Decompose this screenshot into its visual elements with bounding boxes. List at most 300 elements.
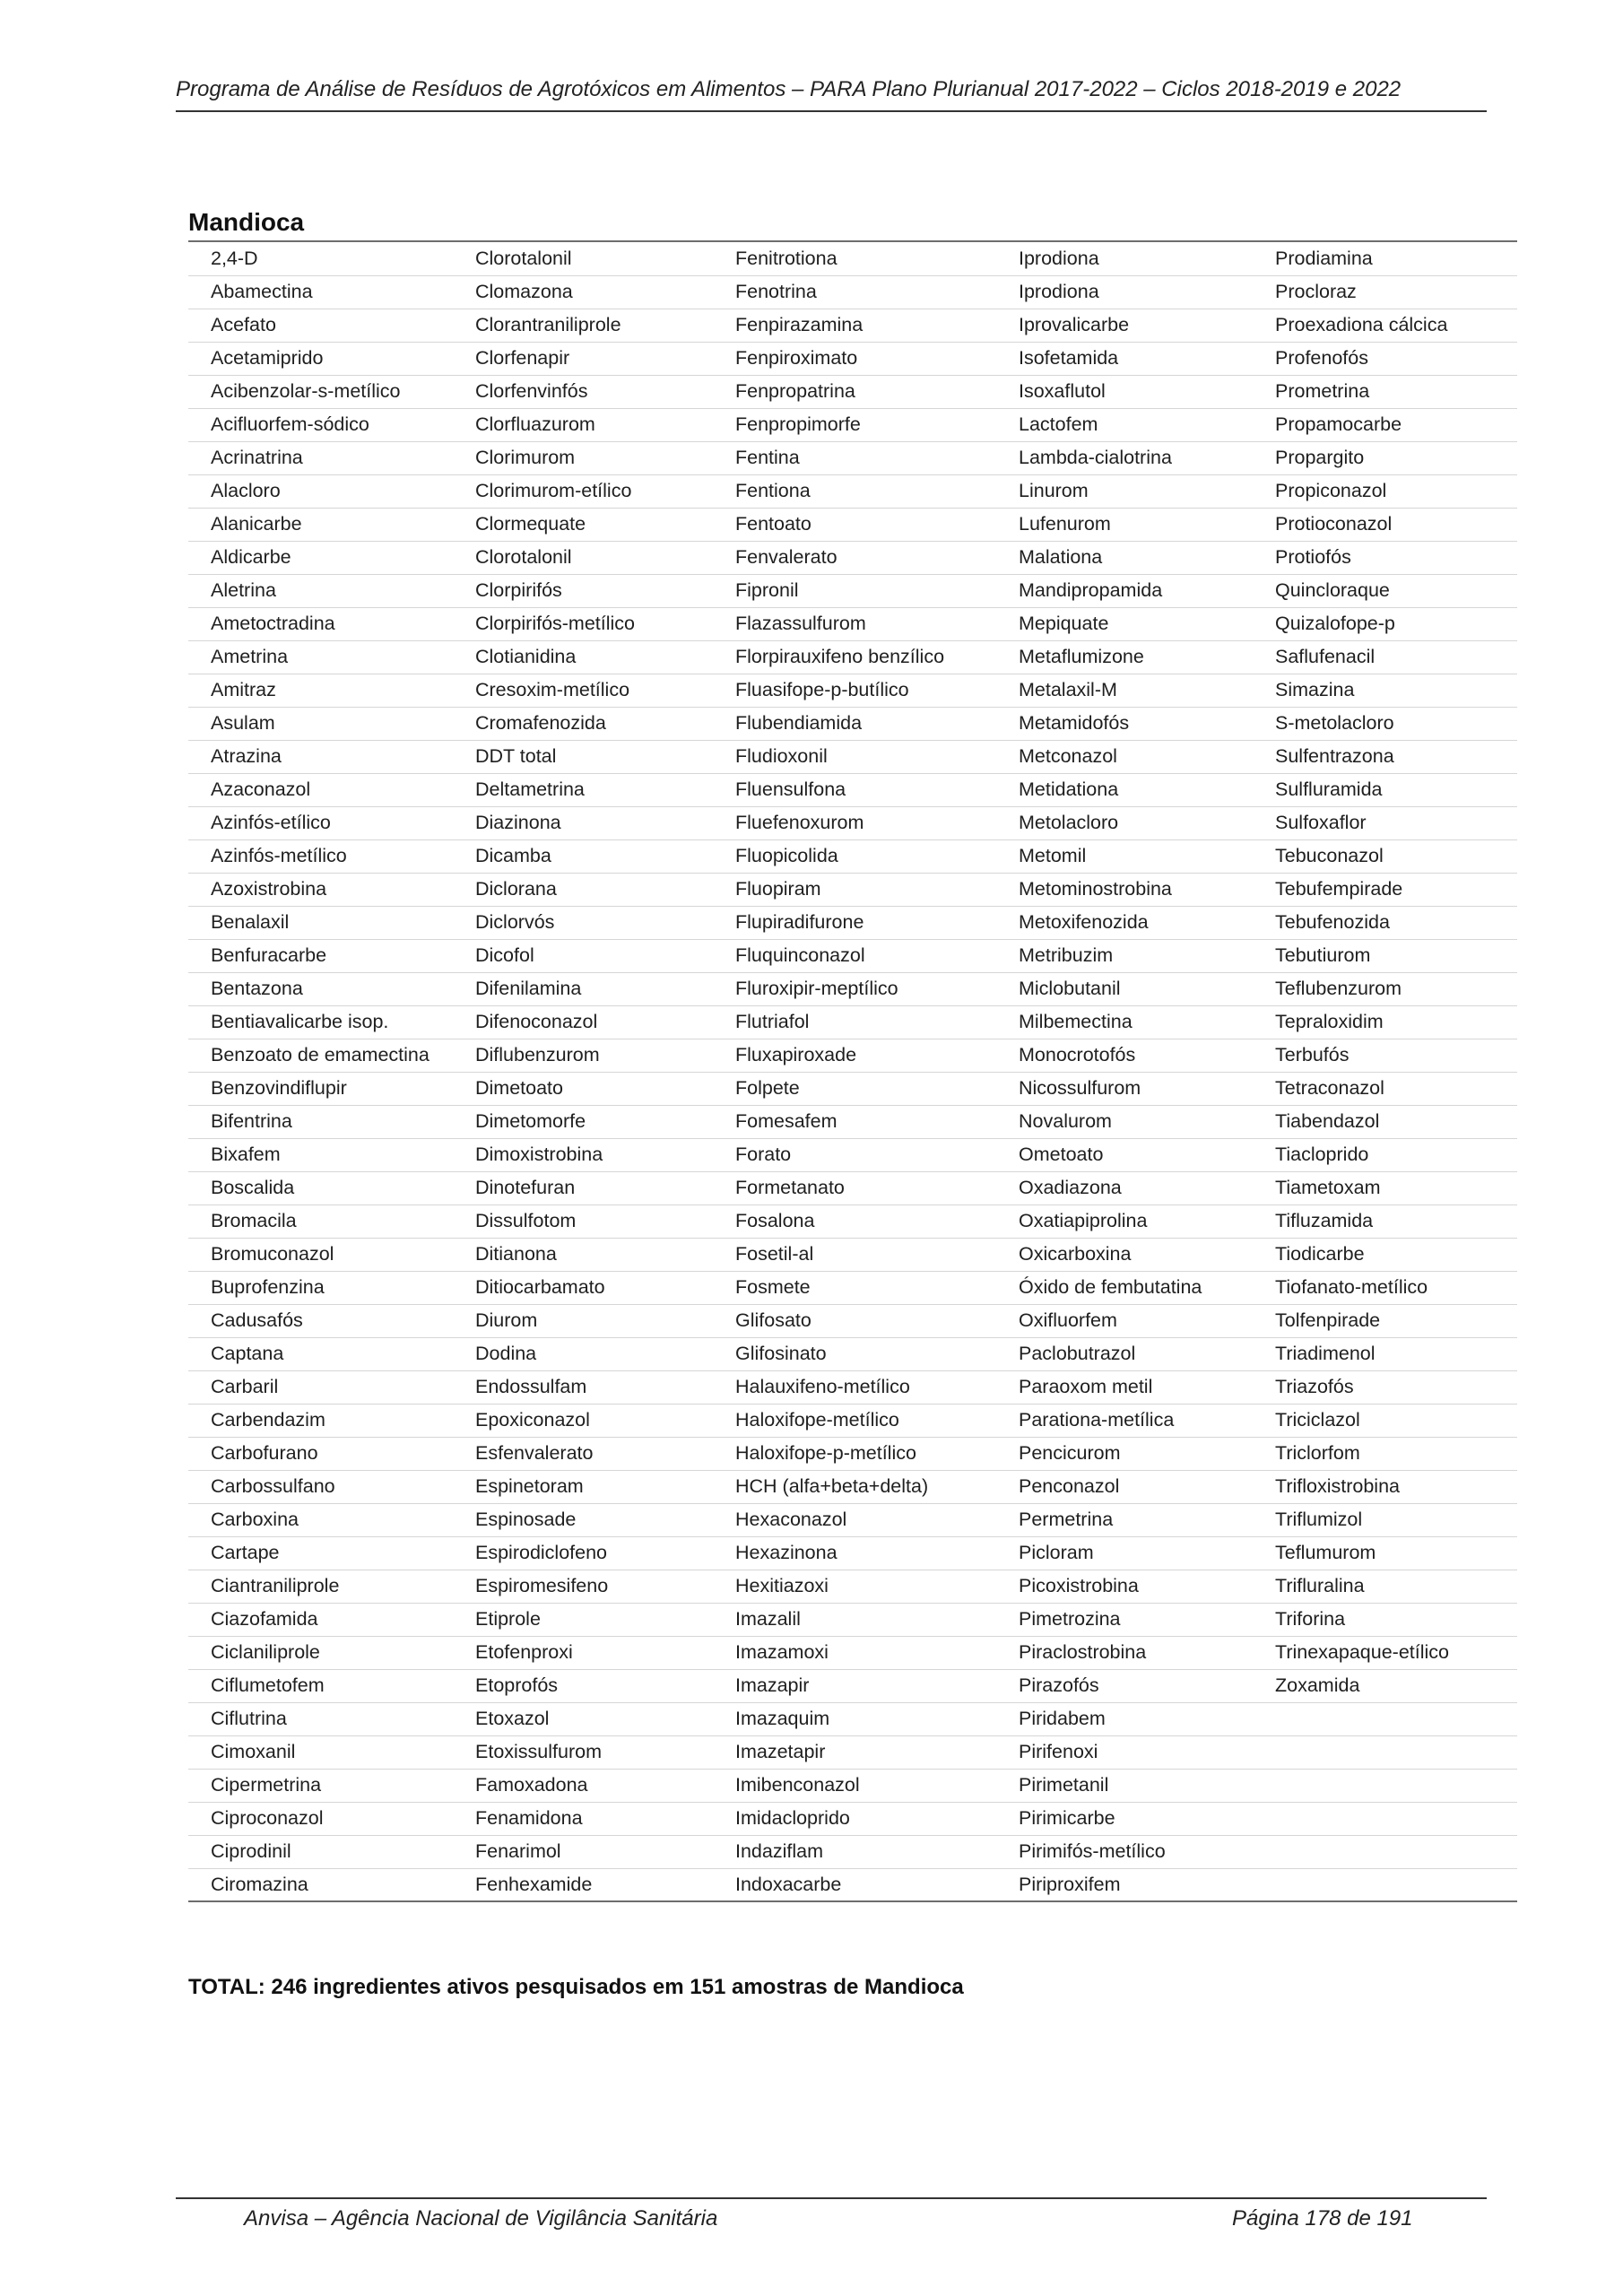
table-row bbox=[188, 740, 1517, 773]
ingredient-cell: Clorpirifós bbox=[453, 574, 713, 607]
ingredient-cell: Etiprole bbox=[453, 1603, 713, 1636]
ingredient-cell: Folpete bbox=[713, 1072, 996, 1105]
ingredient-cell: Propiconazol bbox=[1253, 474, 1517, 508]
ingredient-cell: Clorotalonil bbox=[453, 242, 713, 275]
table-row bbox=[188, 640, 1517, 674]
ingredient-cell: Indaziflam bbox=[713, 1835, 996, 1868]
ingredient-cell: Flupiradifurone bbox=[713, 906, 996, 939]
ingredient-cell: Imazaquim bbox=[713, 1702, 996, 1735]
ingredient-cell: Oxicarboxina bbox=[996, 1238, 1253, 1271]
ingredient-cell: Clorantraniliprole bbox=[453, 309, 713, 342]
page-header: Programa de Análise de Resíduos de Agrotóxicos em Alimentos – PARA Plano Plurianual 2017-2022 – Ciclos 2018-2019 e 2022 bbox=[176, 77, 1402, 101]
table-row bbox=[188, 375, 1517, 408]
ingredient-cell: Tiofanato-metílico bbox=[1253, 1271, 1517, 1304]
ingredients-table-body bbox=[188, 242, 1517, 1901]
ingredient-cell: Fluroxipir-meptílico bbox=[713, 972, 996, 1005]
ingredient-cell: Metaflumizone bbox=[996, 640, 1253, 674]
ingredient-cell: Triforina bbox=[1253, 1603, 1517, 1636]
ingredient-cell: Clorimurom-etílico bbox=[453, 474, 713, 508]
table-row bbox=[188, 839, 1517, 873]
ingredient-cell: Clorpirifós-metílico bbox=[453, 607, 713, 640]
ingredient-cell: Flutriafol bbox=[713, 1005, 996, 1039]
table-row bbox=[188, 508, 1517, 541]
ingredient-cell: Fipronil bbox=[713, 574, 996, 607]
ingredient-cell: Carboxina bbox=[188, 1503, 453, 1536]
table-row bbox=[188, 972, 1517, 1005]
table-row bbox=[188, 1636, 1517, 1669]
ingredient-cell: Florpirauxifeno benzílico bbox=[713, 640, 996, 674]
table-row bbox=[188, 1072, 1517, 1105]
ingredient-cell: Diurom bbox=[453, 1304, 713, 1337]
ingredient-cell: Prodiamina bbox=[1253, 242, 1517, 275]
ingredient-cell: Cartape bbox=[188, 1536, 453, 1570]
table-row bbox=[188, 1205, 1517, 1238]
ingredient-cell: Boscalida bbox=[188, 1171, 453, 1205]
ingredient-cell: Acifluorfem-sódico bbox=[188, 408, 453, 441]
ingredient-cell: Fluefenoxurom bbox=[713, 806, 996, 839]
ingredient-cell: Metoxifenozida bbox=[996, 906, 1253, 939]
table-row bbox=[188, 1735, 1517, 1769]
ingredient-cell: Espinosade bbox=[453, 1503, 713, 1536]
ingredient-cell: Oxadiazona bbox=[996, 1171, 1253, 1205]
ingredient-cell: Hexazinona bbox=[713, 1536, 996, 1570]
ingredient-cell: Epoxiconazol bbox=[453, 1404, 713, 1437]
ingredient-cell: Pirazofós bbox=[996, 1669, 1253, 1702]
ingredient-cell: Etofenproxi bbox=[453, 1636, 713, 1669]
ingredient-cell: Tebufenozida bbox=[1253, 906, 1517, 939]
ingredient-cell: Triciclazol bbox=[1253, 1404, 1517, 1437]
ingredient-cell: Etoxazol bbox=[453, 1702, 713, 1735]
footer-agency: Anvisa – Agência Nacional de Vigilância Sanitária bbox=[244, 2206, 718, 2231]
ingredient-cell: Cipermetrina bbox=[188, 1769, 453, 1802]
ingredient-cell: Ciproconazol bbox=[188, 1802, 453, 1835]
ingredient-cell: Fenpirazamina bbox=[713, 309, 996, 342]
ingredient-cell: Haloxifope-metílico bbox=[713, 1404, 996, 1437]
ingredient-cell: Metamidofós bbox=[996, 707, 1253, 740]
ingredient-cell: Fluopicolida bbox=[713, 839, 996, 873]
table-row bbox=[188, 607, 1517, 640]
ingredient-cell: Tebuconazol bbox=[1253, 839, 1517, 873]
ingredient-cell: Lufenurom bbox=[996, 508, 1253, 541]
ingredient-cell: Pencicurom bbox=[996, 1437, 1253, 1470]
ingredient-cell: Halauxifeno-metílico bbox=[713, 1370, 996, 1404]
ingredient-cell: Iprodiona bbox=[996, 275, 1253, 309]
ingredient-cell: Ametoctradina bbox=[188, 607, 453, 640]
ingredient-cell: Teflumurom bbox=[1253, 1536, 1517, 1570]
ingredient-cell: Pirimicarbe bbox=[996, 1802, 1253, 1835]
ingredient-cell: Picloram bbox=[996, 1536, 1253, 1570]
ingredient-cell: Alanicarbe bbox=[188, 508, 453, 541]
ingredient-cell: Aletrina bbox=[188, 574, 453, 607]
table-row bbox=[188, 939, 1517, 972]
table-row bbox=[188, 309, 1517, 342]
total-summary: TOTAL: 246 ingredientes ativos pesquisados em 151 amostras de Mandioca bbox=[188, 1975, 964, 1999]
ingredient-cell: Tiodicarbe bbox=[1253, 1238, 1517, 1271]
ingredient-cell: Ditiocarbamato bbox=[453, 1271, 713, 1304]
ingredient-cell: Fosetil-al bbox=[713, 1238, 996, 1271]
ingredient-cell: Captana bbox=[188, 1337, 453, 1370]
ingredient-cell: Tiabendazol bbox=[1253, 1105, 1517, 1138]
ingredient-cell: Metconazol bbox=[996, 740, 1253, 773]
table-row bbox=[188, 1238, 1517, 1271]
table-row bbox=[188, 1835, 1517, 1868]
ingredient-cell: Flubendiamida bbox=[713, 707, 996, 740]
table-row bbox=[188, 474, 1517, 508]
ingredient-cell: Carbendazim bbox=[188, 1404, 453, 1437]
table-row bbox=[188, 1802, 1517, 1835]
ingredient-cell bbox=[1253, 1835, 1517, 1868]
table-row bbox=[188, 1603, 1517, 1636]
ingredient-cell: Fludioxonil bbox=[713, 740, 996, 773]
ingredient-cell: Clormequate bbox=[453, 508, 713, 541]
ingredient-cell: Triflumizol bbox=[1253, 1503, 1517, 1536]
table-row bbox=[188, 1669, 1517, 1702]
ingredient-cell: Ciclaniliprole bbox=[188, 1636, 453, 1669]
ingredient-cell: Cromafenozida bbox=[453, 707, 713, 740]
ingredient-cell: Diclorvós bbox=[453, 906, 713, 939]
ingredient-cell: Haloxifope-p-metílico bbox=[713, 1437, 996, 1470]
ingredient-cell: Permetrina bbox=[996, 1503, 1253, 1536]
ingredient-cell: Dissulfotom bbox=[453, 1205, 713, 1238]
ingredient-cell: Fenpiroximato bbox=[713, 342, 996, 375]
ingredient-cell: Imazetapir bbox=[713, 1735, 996, 1769]
table-row bbox=[188, 1138, 1517, 1171]
ingredient-cell: Picoxistrobina bbox=[996, 1570, 1253, 1603]
ingredient-cell: Oxifluorfem bbox=[996, 1304, 1253, 1337]
table-row bbox=[188, 1769, 1517, 1802]
ingredient-cell: Glifosato bbox=[713, 1304, 996, 1337]
ingredient-cell: Mandipropamida bbox=[996, 574, 1253, 607]
ingredient-cell: Espiromesifeno bbox=[453, 1570, 713, 1603]
ingredient-cell: DDT total bbox=[453, 740, 713, 773]
ingredient-cell: Quizalofope-p bbox=[1253, 607, 1517, 640]
ingredient-cell: Ciazofamida bbox=[188, 1603, 453, 1636]
ingredient-cell: Trifluralina bbox=[1253, 1570, 1517, 1603]
ingredient-cell: Lambda-cialotrina bbox=[996, 441, 1253, 474]
ingredient-cell: Trinexapaque-etílico bbox=[1253, 1636, 1517, 1669]
ingredient-cell: Etoxissulfurom bbox=[453, 1735, 713, 1769]
ingredient-cell: Ditianona bbox=[453, 1238, 713, 1271]
ingredient-cell: Fosalona bbox=[713, 1205, 996, 1238]
ingredient-cell: Oxatiapiprolina bbox=[996, 1205, 1253, 1238]
ingredient-cell: Metidationa bbox=[996, 773, 1253, 806]
ingredient-cell: Mepiquate bbox=[996, 607, 1253, 640]
ingredient-cell: Formetanato bbox=[713, 1171, 996, 1205]
ingredient-cell: Fentiona bbox=[713, 474, 996, 508]
ingredient-cell: Clorfluazurom bbox=[453, 408, 713, 441]
ingredient-cell: Fosmete bbox=[713, 1271, 996, 1304]
table-row bbox=[188, 441, 1517, 474]
table-row bbox=[188, 1039, 1517, 1072]
ingredient-cell: Ciflutrina bbox=[188, 1702, 453, 1735]
table-row bbox=[188, 1005, 1517, 1039]
ingredient-cell: Isoxaflutol bbox=[996, 375, 1253, 408]
ingredient-cell: Tifluzamida bbox=[1253, 1205, 1517, 1238]
section-title: Mandioca bbox=[188, 208, 305, 236]
ingredient-cell: Simazina bbox=[1253, 674, 1517, 707]
ingredient-cell: Azaconazol bbox=[188, 773, 453, 806]
ingredient-cell: Buprofenzina bbox=[188, 1271, 453, 1304]
ingredient-cell: Ametrina bbox=[188, 640, 453, 674]
header-divider bbox=[176, 110, 1487, 112]
table-row bbox=[188, 1536, 1517, 1570]
ingredient-cell: Iprodiona bbox=[996, 242, 1253, 275]
ingredient-cell: Propamocarbe bbox=[1253, 408, 1517, 441]
ingredient-cell: HCH (alfa+beta+delta) bbox=[713, 1470, 996, 1503]
ingredients-table bbox=[188, 242, 1517, 1902]
ingredient-cell: Clorfenvinfós bbox=[453, 375, 713, 408]
ingredient-cell: Ciflumetofem bbox=[188, 1669, 453, 1702]
ingredient-cell: Flazassulfurom bbox=[713, 607, 996, 640]
ingredient-cell: Imazapir bbox=[713, 1669, 996, 1702]
ingredient-cell: Paraoxom metil bbox=[996, 1370, 1253, 1404]
ingredient-cell: Cresoxim-metílico bbox=[453, 674, 713, 707]
ingredient-cell: Hexaconazol bbox=[713, 1503, 996, 1536]
ingredient-cell: Diflubenzurom bbox=[453, 1039, 713, 1072]
ingredient-cell: Carbossulfano bbox=[188, 1470, 453, 1503]
ingredient-cell: Asulam bbox=[188, 707, 453, 740]
ingredient-cell: Diclorana bbox=[453, 873, 713, 906]
ingredient-cell: Fentina bbox=[713, 441, 996, 474]
ingredient-cell: Metribuzim bbox=[996, 939, 1253, 972]
ingredient-cell: Dodina bbox=[453, 1337, 713, 1370]
ingredient-cell: Imidacloprido bbox=[713, 1802, 996, 1835]
ingredient-cell: Tiacloprido bbox=[1253, 1138, 1517, 1171]
ingredient-cell: Azinfós-metílico bbox=[188, 839, 453, 873]
table-row bbox=[188, 1570, 1517, 1603]
ingredient-cell: Dicamba bbox=[453, 839, 713, 873]
ingredient-cell: Azoxistrobina bbox=[188, 873, 453, 906]
ingredient-cell: Nicossulfurom bbox=[996, 1072, 1253, 1105]
table-row bbox=[188, 408, 1517, 441]
ingredient-cell: Benzovindiflupir bbox=[188, 1072, 453, 1105]
ingredient-cell: Fenarimol bbox=[453, 1835, 713, 1868]
ingredient-cell: Clorfenapir bbox=[453, 342, 713, 375]
ingredient-cell: Ometoato bbox=[996, 1138, 1253, 1171]
ingredient-cell: 2,4-D bbox=[188, 242, 453, 275]
ingredient-cell: Fluopiram bbox=[713, 873, 996, 906]
ingredient-cell: Fluxapiroxade bbox=[713, 1039, 996, 1072]
ingredient-cell: Trifloxistrobina bbox=[1253, 1470, 1517, 1503]
ingredient-cell: Acrinatrina bbox=[188, 441, 453, 474]
table-row bbox=[188, 1304, 1517, 1337]
ingredient-cell: Acefato bbox=[188, 309, 453, 342]
table-row bbox=[188, 1470, 1517, 1503]
ingredient-cell: Metolacloro bbox=[996, 806, 1253, 839]
ingredient-cell: Monocrotofós bbox=[996, 1039, 1253, 1072]
ingredient-cell: Imazamoxi bbox=[713, 1636, 996, 1669]
ingredient-cell: Fenhexamide bbox=[453, 1868, 713, 1901]
ingredient-cell: Novalurom bbox=[996, 1105, 1253, 1138]
ingredient-cell: Dinotefuran bbox=[453, 1171, 713, 1205]
ingredient-cell: Piraclostrobina bbox=[996, 1636, 1253, 1669]
ingredient-cell: Linurom bbox=[996, 474, 1253, 508]
ingredient-cell: Fluquinconazol bbox=[713, 939, 996, 972]
table-row bbox=[188, 275, 1517, 309]
ingredient-cell: Cimoxanil bbox=[188, 1735, 453, 1769]
ingredient-cell: Abamectina bbox=[188, 275, 453, 309]
ingredient-cell bbox=[1253, 1702, 1517, 1735]
ingredient-cell bbox=[1253, 1769, 1517, 1802]
ingredient-cell: Prometrina bbox=[1253, 375, 1517, 408]
ingredient-cell: Piridabem bbox=[996, 1702, 1253, 1735]
table-row bbox=[188, 1271, 1517, 1304]
ingredient-cell bbox=[1253, 1802, 1517, 1835]
ingredient-cell: Atrazina bbox=[188, 740, 453, 773]
ingredient-cell: Triclorfom bbox=[1253, 1437, 1517, 1470]
ingredient-cell bbox=[1253, 1868, 1517, 1901]
ingredient-cell: Milbemectina bbox=[996, 1005, 1253, 1039]
ingredient-cell: Esfenvalerato bbox=[453, 1437, 713, 1470]
ingredient-cell: Benfuracarbe bbox=[188, 939, 453, 972]
ingredient-cell: Difenilamina bbox=[453, 972, 713, 1005]
ingredient-cell: Difenoconazol bbox=[453, 1005, 713, 1039]
ingredient-cell: Fenpropatrina bbox=[713, 375, 996, 408]
ingredient-cell: Fenvalerato bbox=[713, 541, 996, 574]
table-row bbox=[188, 1337, 1517, 1370]
ingredient-cell: Aldicarbe bbox=[188, 541, 453, 574]
ingredient-cell: Alacloro bbox=[188, 474, 453, 508]
ingredient-cell: Pirifenoxi bbox=[996, 1735, 1253, 1769]
ingredient-cell: Sulfluramida bbox=[1253, 773, 1517, 806]
ingredient-cell: Triazofós bbox=[1253, 1370, 1517, 1404]
ingredient-cell: Clotianidina bbox=[453, 640, 713, 674]
ingredient-cell: Imazalil bbox=[713, 1603, 996, 1636]
table-row bbox=[188, 1868, 1517, 1901]
ingredient-cell: Famoxadona bbox=[453, 1769, 713, 1802]
table-row bbox=[188, 541, 1517, 574]
ingredient-cell: Espirodiclofeno bbox=[453, 1536, 713, 1570]
table-row bbox=[188, 906, 1517, 939]
table-row bbox=[188, 773, 1517, 806]
ingredient-cell: Tepraloxidim bbox=[1253, 1005, 1517, 1039]
ingredient-cell: Metomil bbox=[996, 839, 1253, 873]
ingredient-cell: Tolfenpirade bbox=[1253, 1304, 1517, 1337]
ingredient-cell: Dimetomorfe bbox=[453, 1105, 713, 1138]
ingredient-cell: Fomesafem bbox=[713, 1105, 996, 1138]
footer-divider bbox=[176, 2197, 1487, 2199]
ingredient-cell: Fenitrotiona bbox=[713, 242, 996, 275]
ingredient-cell: Tiametoxam bbox=[1253, 1171, 1517, 1205]
ingredient-cell: Clorimurom bbox=[453, 441, 713, 474]
ingredient-cell: Bromuconazol bbox=[188, 1238, 453, 1271]
ingredient-cell: Etoprofós bbox=[453, 1669, 713, 1702]
ingredient-cell: Teflubenzurom bbox=[1253, 972, 1517, 1005]
ingredient-cell: Terbufós bbox=[1253, 1039, 1517, 1072]
ingredient-cell: Triadimenol bbox=[1253, 1337, 1517, 1370]
ingredient-cell: Ciromazina bbox=[188, 1868, 453, 1901]
ingredient-cell: Metominostrobina bbox=[996, 873, 1253, 906]
ingredient-cell: Clorotalonil bbox=[453, 541, 713, 574]
ingredient-cell: Fenamidona bbox=[453, 1802, 713, 1835]
ingredient-cell: Sulfoxaflor bbox=[1253, 806, 1517, 839]
ingredient-cell: Protioconazol bbox=[1253, 508, 1517, 541]
ingredient-cell: Azinfós-etílico bbox=[188, 806, 453, 839]
table-row bbox=[188, 1370, 1517, 1404]
ingredient-cell: Quincloraque bbox=[1253, 574, 1517, 607]
table-row bbox=[188, 806, 1517, 839]
ingredient-cell: Bentazona bbox=[188, 972, 453, 1005]
ingredient-cell: Clomazona bbox=[453, 275, 713, 309]
ingredients-table-container bbox=[188, 240, 1517, 1902]
ingredient-cell: Zoxamida bbox=[1253, 1669, 1517, 1702]
footer-page-number: Página 178 de 191 bbox=[1232, 2206, 1413, 2231]
ingredient-cell: Bifentrina bbox=[188, 1105, 453, 1138]
ingredient-cell: Ciprodinil bbox=[188, 1835, 453, 1868]
ingredient-cell: Proexadiona cálcica bbox=[1253, 309, 1517, 342]
ingredient-cell: Parationa-metílica bbox=[996, 1404, 1253, 1437]
ingredient-cell: Fluensulfona bbox=[713, 773, 996, 806]
ingredient-cell: Dimoxistrobina bbox=[453, 1138, 713, 1171]
ingredient-cell: Fenotrina bbox=[713, 275, 996, 309]
ingredient-cell: Carbofurano bbox=[188, 1437, 453, 1470]
ingredient-cell: Óxido de fembutatina bbox=[996, 1271, 1253, 1304]
ingredient-cell: Propargito bbox=[1253, 441, 1517, 474]
ingredient-cell: Forato bbox=[713, 1138, 996, 1171]
ingredient-cell: S-metolacloro bbox=[1253, 707, 1517, 740]
ingredient-cell: Hexitiazoxi bbox=[713, 1570, 996, 1603]
ingredient-cell: Saflufenacil bbox=[1253, 640, 1517, 674]
ingredient-cell: Profenofós bbox=[1253, 342, 1517, 375]
ingredient-cell: Bixafem bbox=[188, 1138, 453, 1171]
ingredient-cell: Metalaxil-M bbox=[996, 674, 1253, 707]
ingredient-cell: Paclobutrazol bbox=[996, 1337, 1253, 1370]
table-row bbox=[188, 574, 1517, 607]
ingredient-cell: Iprovalicarbe bbox=[996, 309, 1253, 342]
ingredient-cell: Benzoato de emamectina bbox=[188, 1039, 453, 1072]
ingredient-cell: Malationa bbox=[996, 541, 1253, 574]
table-row bbox=[188, 1404, 1517, 1437]
ingredient-cell: Bentiavalicarbe isop. bbox=[188, 1005, 453, 1039]
ingredient-cell: Fentoato bbox=[713, 508, 996, 541]
ingredient-cell: Dimetoato bbox=[453, 1072, 713, 1105]
ingredient-cell: Deltametrina bbox=[453, 773, 713, 806]
table-row bbox=[188, 1503, 1517, 1536]
table-row bbox=[188, 674, 1517, 707]
ingredient-cell: Diazinona bbox=[453, 806, 713, 839]
ingredient-cell: Benalaxil bbox=[188, 906, 453, 939]
ingredient-cell: Cadusafós bbox=[188, 1304, 453, 1337]
table-row bbox=[188, 342, 1517, 375]
ingredient-cell: Tetraconazol bbox=[1253, 1072, 1517, 1105]
ingredient-cell: Bromacila bbox=[188, 1205, 453, 1238]
ingredient-cell: Lactofem bbox=[996, 408, 1253, 441]
table-row bbox=[188, 873, 1517, 906]
ingredient-cell: Fenpropimorfe bbox=[713, 408, 996, 441]
ingredient-cell: Pirimifós-metílico bbox=[996, 1835, 1253, 1868]
ingredient-cell: Tebufempirade bbox=[1253, 873, 1517, 906]
ingredient-cell: Espinetoram bbox=[453, 1470, 713, 1503]
table-row bbox=[188, 707, 1517, 740]
ingredient-cell: Penconazol bbox=[996, 1470, 1253, 1503]
ingredient-cell: Piriproxifem bbox=[996, 1868, 1253, 1901]
ingredient-cell: Fluasifope-p-butílico bbox=[713, 674, 996, 707]
ingredient-cell: Indoxacarbe bbox=[713, 1868, 996, 1901]
table-row bbox=[188, 1702, 1517, 1735]
ingredient-cell: Procloraz bbox=[1253, 275, 1517, 309]
ingredient-cell: Pimetrozina bbox=[996, 1603, 1253, 1636]
ingredient-cell: Acetamiprido bbox=[188, 342, 453, 375]
ingredient-cell: Isofetamida bbox=[996, 342, 1253, 375]
table-row bbox=[188, 1105, 1517, 1138]
ingredient-cell: Glifosinato bbox=[713, 1337, 996, 1370]
ingredient-cell: Dicofol bbox=[453, 939, 713, 972]
ingredient-cell: Protiofós bbox=[1253, 541, 1517, 574]
ingredient-cell: Amitraz bbox=[188, 674, 453, 707]
ingredient-cell: Miclobutanil bbox=[996, 972, 1253, 1005]
ingredient-cell: Pirimetanil bbox=[996, 1769, 1253, 1802]
table-row bbox=[188, 1171, 1517, 1205]
